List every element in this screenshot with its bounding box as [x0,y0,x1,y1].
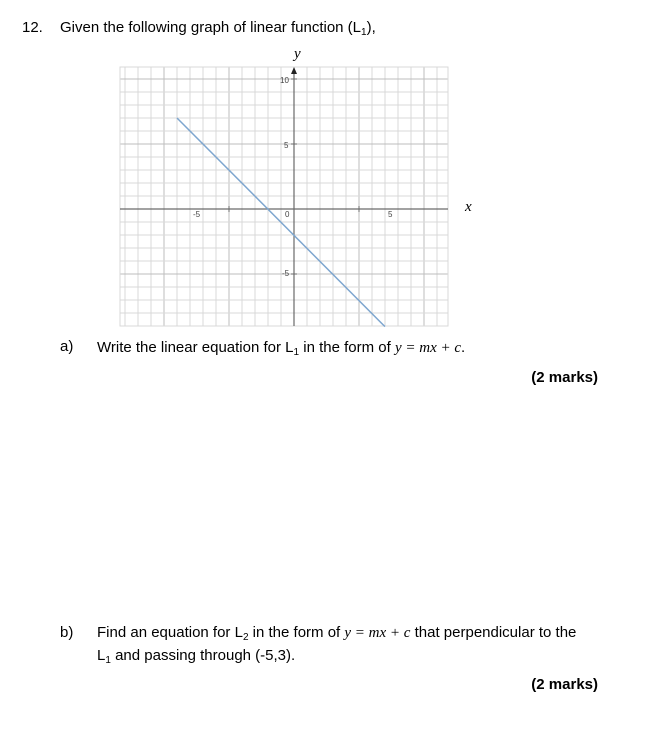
tick-label-y-10: 10 [280,76,289,85]
tick-label-y-5: 5 [284,141,289,150]
part-b-question [97,622,576,668]
part-a-label: a) [60,338,74,355]
part-b-label: b) [60,624,74,641]
part-b-line-2-start: L [97,647,106,664]
y-axis-label: y [294,46,301,62]
part-a-text-start: Write the linear equation for L [97,339,294,356]
question-text-end: ), [366,19,376,36]
tick-label-x-5: 5 [388,210,393,219]
tick-label-x-neg-5: -5 [193,210,201,219]
question-text-start: Given the following graph of linear function (L [60,19,362,36]
part-a-marks: (2 marks) [531,369,598,386]
tick-label-origin: 0 [285,210,290,219]
part-b-text-mid: in the form of [248,624,345,641]
part-b-subscript-1: 2 [242,632,249,643]
part-a-equation: y = mx + c [394,340,462,356]
part-b-line-2-end: and passing through (-5,3). [110,647,296,664]
y-axis-arrow [291,67,297,74]
part-a-question [97,337,465,360]
part-a-text-mid: in the form of [299,339,395,356]
part-a-subscript: 1 [293,347,300,358]
question-number: 12. [22,19,43,36]
x-axis-label: x [465,199,472,215]
part-b-marks: (2 marks) [531,676,598,693]
part-b-text-start: Find an equation for L [97,624,243,641]
tick-label-y-neg-5: -5 [282,269,290,278]
part-a-text-end: . [461,339,466,356]
part-b-text-end: that perpendicular to the [410,624,577,641]
part-b-subscript-2: 1 [105,655,111,666]
question-subscript: 1 [361,27,367,38]
part-b-line-1 [97,622,576,645]
graph-grid [120,67,448,326]
part-b-equation: y = mx + c [344,625,411,641]
part-b-line-2 [97,645,576,668]
linear-function-graph [0,0,668,340]
